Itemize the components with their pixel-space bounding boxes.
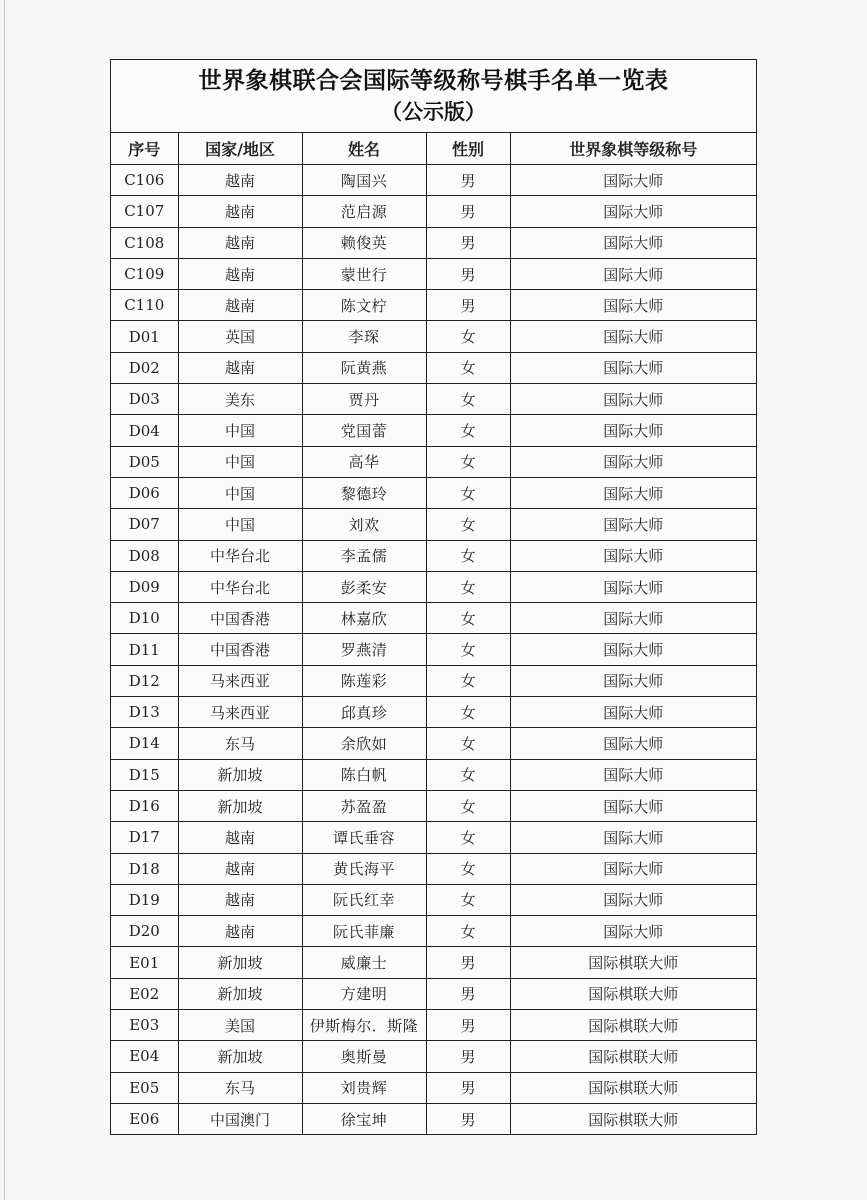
table-row	[111, 571, 756, 602]
cell-country-region: 中国澳门	[178, 1103, 302, 1134]
cell-name: 奥斯曼	[302, 1041, 426, 1072]
cell-serial: D06	[111, 477, 178, 508]
cell-gender: 女	[426, 728, 510, 759]
cell-gender: 女	[426, 384, 510, 415]
cell-gender: 女	[426, 321, 510, 352]
cell-gender: 男	[426, 1103, 510, 1134]
cell-name: 林嘉欣	[302, 603, 426, 634]
cell-country-region: 美东	[178, 384, 302, 415]
cell-gender: 女	[426, 446, 510, 477]
cell-name: 威廉士	[302, 947, 426, 978]
cell-serial: D20	[111, 916, 178, 947]
cell-gender: 女	[426, 665, 510, 696]
cell-gender: 男	[426, 258, 510, 289]
cell-serial: E05	[111, 1072, 178, 1103]
cell-country-region: 越南	[178, 822, 302, 853]
cell-name: 彭柔安	[302, 571, 426, 602]
cell-name: 李琛	[302, 321, 426, 352]
cell-title: 国际大师	[510, 321, 756, 352]
table-row	[111, 947, 756, 978]
table-row	[111, 1072, 756, 1103]
cell-serial: D10	[111, 603, 178, 634]
cell-title: 国际大师	[510, 571, 756, 602]
cell-serial: C109	[111, 258, 178, 289]
cell-title: 国际大师	[510, 165, 756, 196]
cell-title: 国际大师	[510, 477, 756, 508]
cell-country-region: 马来西亚	[178, 697, 302, 728]
cell-country-region: 中国香港	[178, 603, 302, 634]
cell-name: 刘贵辉	[302, 1072, 426, 1103]
table-row	[111, 321, 756, 352]
cell-gender: 女	[426, 697, 510, 728]
cell-name: 邱真珍	[302, 697, 426, 728]
table-row	[111, 822, 756, 853]
cell-title: 国际大师	[510, 258, 756, 289]
cell-title: 国际大师	[510, 384, 756, 415]
table-row	[111, 978, 756, 1009]
title-block	[111, 60, 756, 133]
cell-name: 谭氏垂容	[302, 822, 426, 853]
cell-name: 刘欢	[302, 509, 426, 540]
cell-name: 徐宝坤	[302, 1103, 426, 1134]
cell-serial: C108	[111, 227, 178, 258]
cell-name: 余欣如	[302, 728, 426, 759]
cell-title: 国际大师	[510, 509, 756, 540]
cell-country-region: 越南	[178, 227, 302, 258]
cell-serial: E02	[111, 978, 178, 1009]
header-country-region: 国家/地区	[178, 133, 302, 165]
cell-country-region: 英国	[178, 321, 302, 352]
cell-name: 陈白帆	[302, 759, 426, 790]
table-row	[111, 884, 756, 915]
table-row	[111, 415, 756, 446]
cell-country-region: 新加坡	[178, 978, 302, 1009]
cell-title: 国际大师	[510, 853, 756, 884]
cell-country-region: 中国	[178, 415, 302, 446]
cell-gender: 男	[426, 165, 510, 196]
cell-name: 阮氏菲廉	[302, 916, 426, 947]
cell-serial: D05	[111, 446, 178, 477]
table-row	[111, 446, 756, 477]
header-gender: 性别	[426, 133, 510, 165]
cell-country-region: 越南	[178, 853, 302, 884]
table-row	[111, 352, 756, 383]
cell-gender: 男	[426, 947, 510, 978]
cell-title: 国际大师	[510, 196, 756, 227]
table-row	[111, 697, 756, 728]
table-row	[111, 384, 756, 415]
header-name: 姓名	[302, 133, 426, 165]
cell-title: 国际大师	[510, 540, 756, 571]
table-row	[111, 227, 756, 258]
cell-country-region: 越南	[178, 352, 302, 383]
cell-name: 陈文柠	[302, 290, 426, 321]
cell-gender: 男	[426, 196, 510, 227]
header-serial: 序号	[111, 133, 178, 165]
cell-gender: 女	[426, 415, 510, 446]
table-row	[111, 665, 756, 696]
cell-serial: C110	[111, 290, 178, 321]
cell-title: 国际大师	[510, 603, 756, 634]
cell-gender: 男	[426, 227, 510, 258]
cell-gender: 女	[426, 884, 510, 915]
cell-gender: 男	[426, 1041, 510, 1072]
cell-serial: D14	[111, 728, 178, 759]
cell-serial: D19	[111, 884, 178, 915]
cell-country-region: 中国香港	[178, 634, 302, 665]
cell-country-region: 新加坡	[178, 790, 302, 821]
table-body	[111, 165, 756, 1135]
cell-title: 国际大师	[510, 415, 756, 446]
document-title: 世界象棋联合会国际等级称号棋手名单一览表	[198, 67, 669, 94]
cell-gender: 女	[426, 352, 510, 383]
cell-title: 国际棋联大师	[510, 1103, 756, 1134]
cell-serial: D17	[111, 822, 178, 853]
cell-country-region: 新加坡	[178, 759, 302, 790]
cell-title: 国际大师	[510, 759, 756, 790]
cell-serial: D02	[111, 352, 178, 383]
cell-gender: 男	[426, 1072, 510, 1103]
cell-serial: D07	[111, 509, 178, 540]
table-row	[111, 634, 756, 665]
cell-name: 方建明	[302, 978, 426, 1009]
cell-gender: 男	[426, 978, 510, 1009]
cell-country-region: 中国	[178, 509, 302, 540]
cell-serial: D18	[111, 853, 178, 884]
table-row	[111, 728, 756, 759]
table-row	[111, 540, 756, 571]
table-row	[111, 853, 756, 884]
cell-gender: 女	[426, 603, 510, 634]
table-row	[111, 196, 756, 227]
cell-country-region: 东马	[178, 728, 302, 759]
table-row	[111, 759, 756, 790]
cell-country-region: 新加坡	[178, 1041, 302, 1072]
cell-name: 贾丹	[302, 384, 426, 415]
cell-title: 国际大师	[510, 665, 756, 696]
cell-serial: D13	[111, 697, 178, 728]
cell-country-region: 越南	[178, 884, 302, 915]
cell-title: 国际大师	[510, 916, 756, 947]
cell-serial: E03	[111, 1010, 178, 1041]
cell-gender: 女	[426, 790, 510, 821]
table-row	[111, 790, 756, 821]
table-row	[111, 165, 756, 196]
cell-title: 国际大师	[510, 822, 756, 853]
cell-title: 国际大师	[510, 352, 756, 383]
cell-gender: 男	[426, 290, 510, 321]
cell-serial: D12	[111, 665, 178, 696]
cell-name: 罗燕清	[302, 634, 426, 665]
cell-title: 国际大师	[510, 290, 756, 321]
cell-gender: 女	[426, 634, 510, 665]
document-subtitle: （公示版）	[381, 99, 486, 124]
cell-name: 苏盈盈	[302, 790, 426, 821]
cell-name: 赖俊英	[302, 227, 426, 258]
cell-country-region: 越南	[178, 165, 302, 196]
cell-title: 国际大师	[510, 697, 756, 728]
cell-serial: E04	[111, 1041, 178, 1072]
table-row	[111, 603, 756, 634]
cell-country-region: 中国	[178, 446, 302, 477]
cell-name: 阮氏红幸	[302, 884, 426, 915]
cell-name: 黄氏海平	[302, 853, 426, 884]
cell-name: 范启源	[302, 196, 426, 227]
cell-country-region: 新加坡	[178, 947, 302, 978]
cell-name: 伊斯梅尔．斯隆	[302, 1010, 426, 1041]
table-row	[111, 1103, 756, 1134]
cell-serial: D04	[111, 415, 178, 446]
cell-name: 阮黄燕	[302, 352, 426, 383]
table-row	[111, 1041, 756, 1072]
cell-serial: D15	[111, 759, 178, 790]
cell-serial: D03	[111, 384, 178, 415]
table-row	[111, 258, 756, 289]
table-row	[111, 509, 756, 540]
cell-country-region: 东马	[178, 1072, 302, 1103]
cell-gender: 女	[426, 540, 510, 571]
cell-country-region: 越南	[178, 258, 302, 289]
cell-serial: D16	[111, 790, 178, 821]
cell-title: 国际大师	[510, 634, 756, 665]
cell-serial: D08	[111, 540, 178, 571]
cell-title: 国际棋联大师	[510, 978, 756, 1009]
cell-gender: 女	[426, 571, 510, 602]
cell-country-region: 美国	[178, 1010, 302, 1041]
cell-serial: E01	[111, 947, 178, 978]
table-row	[111, 290, 756, 321]
cell-name: 党国蕾	[302, 415, 426, 446]
cell-title: 国际大师	[510, 884, 756, 915]
table-row	[111, 1010, 756, 1041]
cell-serial: D01	[111, 321, 178, 352]
cell-title: 国际棋联大师	[510, 947, 756, 978]
cell-title: 国际棋联大师	[510, 1072, 756, 1103]
table-header-row	[111, 133, 756, 165]
cell-country-region: 中华台北	[178, 571, 302, 602]
cell-gender: 女	[426, 822, 510, 853]
cell-serial: C107	[111, 196, 178, 227]
cell-name: 陈莲彩	[302, 665, 426, 696]
cell-name: 黎德玲	[302, 477, 426, 508]
cell-gender: 女	[426, 916, 510, 947]
table-row	[111, 916, 756, 947]
cell-title: 国际大师	[510, 728, 756, 759]
cell-title: 国际棋联大师	[510, 1010, 756, 1041]
cell-country-region: 中国	[178, 477, 302, 508]
cell-title: 国际大师	[510, 227, 756, 258]
table-row	[111, 477, 756, 508]
cell-title: 国际大师	[510, 446, 756, 477]
cell-gender: 女	[426, 853, 510, 884]
cell-name: 高华	[302, 446, 426, 477]
cell-country-region: 马来西亚	[178, 665, 302, 696]
cell-title: 国际棋联大师	[510, 1041, 756, 1072]
cell-serial: D11	[111, 634, 178, 665]
cell-serial: C106	[111, 165, 178, 196]
cell-title: 国际大师	[510, 790, 756, 821]
cell-name: 李孟儒	[302, 540, 426, 571]
cell-serial: D09	[111, 571, 178, 602]
cell-name: 蒙世行	[302, 258, 426, 289]
cell-gender: 女	[426, 759, 510, 790]
cell-gender: 男	[426, 1010, 510, 1041]
header-title: 世界象棋等级称号	[510, 133, 756, 165]
roster-sheet	[110, 59, 757, 1135]
cell-country-region: 越南	[178, 916, 302, 947]
cell-serial: E06	[111, 1103, 178, 1134]
cell-gender: 女	[426, 477, 510, 508]
cell-name: 陶国兴	[302, 165, 426, 196]
cell-country-region: 越南	[178, 290, 302, 321]
page-edge-line	[4, 0, 5, 1200]
cell-country-region: 越南	[178, 196, 302, 227]
players-table	[111, 133, 756, 1134]
cell-country-region: 中华台北	[178, 540, 302, 571]
cell-gender: 女	[426, 509, 510, 540]
